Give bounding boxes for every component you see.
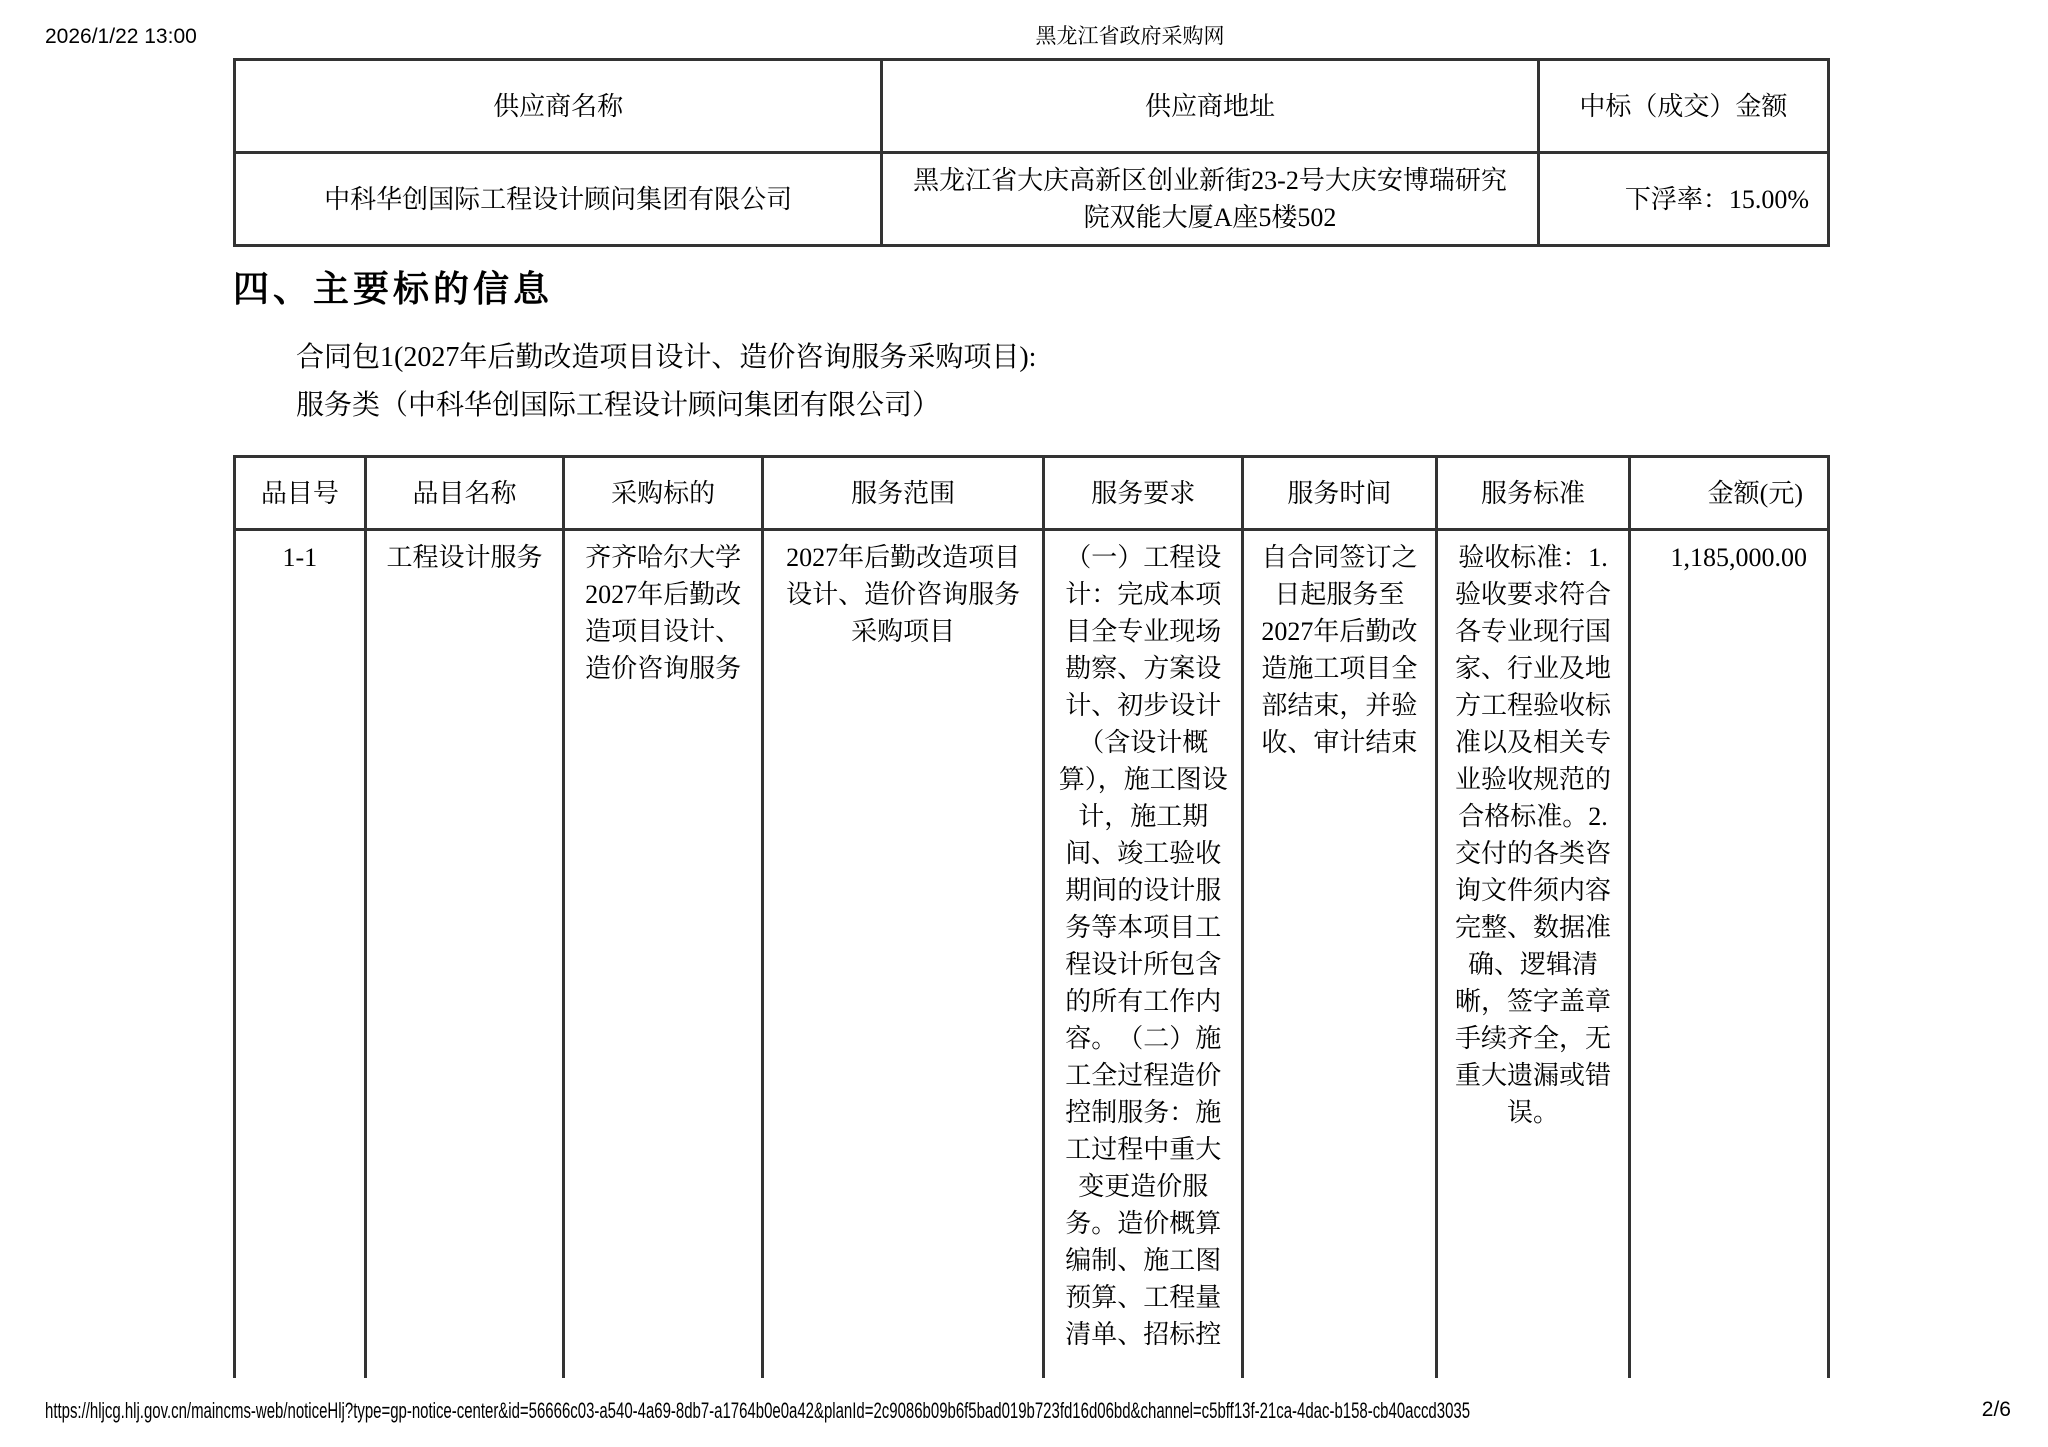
service-scope-header: 服务范围 [762,457,1044,530]
procurement-target-cell: 齐齐哈尔大学2027年后勤改造项目设计、造价咨询服务 [564,530,763,1379]
winning-amount-cell: 下浮率：15.00% [1538,153,1828,246]
item-name-header: 品目名称 [365,457,564,530]
supplier-table-row [235,153,1829,246]
supplier-table [233,58,1830,247]
section-heading: 四、主要标的信息 [233,269,554,309]
supplier-address-header: 供应商地址 [882,60,1539,153]
amount-header: 金额(元) [1630,457,1829,530]
items-table-row [235,530,1829,1379]
supplier-name-cell: 中科华创国际工程设计顾问集团有限公司 [235,153,882,246]
service-scope-cell: 2027年后勤改造项目设计、造价咨询服务采购项目 [762,530,1044,1379]
footer-url: https://hljcg.hlj.gov.cn/maincms-web/noticeHlj?type=gp-notice-center&id=56666c03-a540-4a69-8db7-a1764b0e0a42&planId=2c9086b09b6f5bad019b723fd16d06bd&channel=c5bff13f-21ca-4dac-b158-cb40accd3035 [45,1398,1471,1423]
supplier-name-header: 供应商名称 [235,60,882,153]
service-requirements-header: 服务要求 [1044,457,1243,530]
service-standard-header: 服务标准 [1436,457,1630,530]
service-requirements-cell: （一）工程设计：完成本项目全专业现场勘察、方案设计、初步设计（含设计概算），施工图设计，施工期间、竣工验收期间的设计服务等本项目工程设计所包含的所有工作内容。 （二）施工全过程造价控制服务：施工过程中重大变更造价服务。造价概算编制、施工图预算、工程量清单、招标控 [1044,530,1243,1379]
item-no-cell: 1-1 [235,530,366,1379]
amount-cell: 1,185,000.00 [1630,530,1829,1379]
item-no-header: 品目号 [235,457,366,530]
supplier-address-cell: 黑龙江省大庆高新区创业新街23-2号大庆安博瑞研究院双能大厦A座5楼502 [882,153,1539,246]
site-title: 黑龙江省政府采购网 [1035,25,1225,48]
items-table-header-row [235,457,1829,530]
contract-package-line: 合同包1(2027年后勤改造项目设计、造价咨询服务采购项目): [296,342,1037,373]
service-time-header: 服务时间 [1243,457,1437,530]
winning-amount-header: 中标（成交）金额 [1538,60,1828,153]
service-category-line: 服务类（中科华创国际工程设计顾问集团有限公司） [296,390,941,421]
item-name-cell: 工程设计服务 [365,530,564,1379]
print-datetime: 2026/1/22 13:00 [45,25,197,48]
procurement-target-header: 采购标的 [564,457,763,530]
page-number: 2/6 [1981,1398,2011,1421]
service-time-cell: 自合同签订之日起服务至2027年后勤改造施工项目全部结束，并验收、审计结束 [1243,530,1437,1379]
supplier-table-header-row [235,60,1829,153]
items-table-page-break-clip [233,455,1830,1378]
service-standard-cell: 验收标准：1.验收要求符合各专业现行国家、行业及地方工程验收标准以及相关专业验收规范的合格标准。2.交付的各类咨询文件须内容完整、数据准确、逻辑清晰，签字盖章手续齐全，无重大遗漏或错误。 [1436,530,1630,1379]
items-table [233,455,1830,1378]
